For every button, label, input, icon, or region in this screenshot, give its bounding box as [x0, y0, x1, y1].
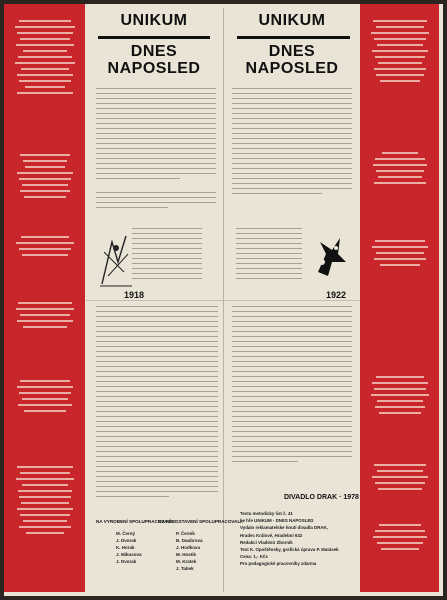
theatre-label: DIVADLO DRAK · 1978 — [284, 494, 359, 501]
left-header-bar — [98, 36, 210, 39]
right-red-text-6 — [368, 524, 431, 554]
program-line: Hradec Králové, Hradební 632 — [240, 532, 303, 538]
year-left: 1918 — [124, 290, 145, 300]
left-title-line1: UNIKUM — [120, 12, 188, 29]
left-red-text-4 — [12, 302, 77, 332]
right-red-text-2 — [368, 152, 431, 188]
credit-name: J. Hodkova — [176, 545, 201, 550]
credit-name: J. Dvorak — [116, 559, 137, 564]
right-red-column — [360, 4, 439, 592]
left-cast-list — [132, 228, 202, 283]
credit-name: J. Tabek — [176, 566, 194, 571]
right-title-line1: UNIKUM — [258, 12, 326, 29]
program-line: Cena: 1,- Kčs — [240, 554, 268, 560]
left-body-text-lower — [96, 192, 216, 212]
left-body-text-bottom — [96, 306, 218, 501]
left-body-text-upper — [96, 88, 216, 183]
year-right: 1922 — [326, 290, 347, 300]
credit-name: J. Mikusova — [116, 552, 142, 557]
left-red-text-5 — [12, 380, 77, 416]
credits-names-b — [176, 530, 203, 572]
right-red-text-1 — [368, 20, 431, 86]
credit-name: M. Černý — [116, 531, 136, 536]
right-figure-drawing — [310, 232, 350, 278]
right-red-text-3 — [368, 240, 431, 270]
credit-name: J. Dvorak — [116, 538, 137, 543]
credit-name: P. Černík — [176, 531, 195, 536]
right-header-bar — [237, 36, 350, 39]
right-body-text-upper — [232, 88, 352, 198]
left-red-text-6 — [12, 466, 77, 538]
credit-name: M. Hostik — [176, 552, 197, 557]
right-red-text-5 — [368, 464, 431, 494]
program-line: Pro pedagogické pracovníky zdarma — [240, 561, 317, 567]
program-line: Vydalo reklamatelske hnutí divadla DRAK, — [240, 525, 328, 531]
left-title-line3: NAPOSLED — [107, 60, 201, 77]
credits-names-a — [116, 530, 142, 565]
program-line: Textu metodicky list č. 41 — [240, 511, 293, 516]
credit-name: K. Horak — [116, 545, 135, 550]
right-title-line3: NAPOSLED — [245, 60, 339, 77]
credit-name: M. Kratek — [176, 559, 197, 564]
left-title-line2: DNES — [130, 43, 178, 60]
left-red-text-2 — [12, 154, 77, 202]
program-line: Redakci Vladimír Zborník — [240, 539, 293, 545]
credits-left-label: NA VYROBENÍ SPOLUPRACOVALI: — [96, 519, 174, 524]
program-line: ke hře UNIKUM - DNES NAPOSLED — [240, 518, 314, 524]
program-note — [240, 510, 350, 568]
right-red-text-4 — [368, 376, 431, 418]
horizontal-fold — [86, 300, 360, 301]
credits-right-label: NA PŘEDSTAVENÍ SPOLUPRACOVALI: — [158, 519, 244, 524]
left-red-text-3 — [12, 236, 77, 260]
program-line: Text K. Opoštěnsky, grafická úprava P. Matásek — [240, 547, 339, 553]
right-body-text-bottom — [232, 306, 352, 466]
right-title-line2: DNES — [268, 43, 316, 60]
left-red-text-1 — [12, 20, 77, 98]
left-figure-drawing — [98, 232, 134, 288]
left-red-column — [4, 4, 85, 592]
right-cast-list — [236, 228, 302, 283]
credit-name: B. Daubrova — [176, 538, 203, 543]
